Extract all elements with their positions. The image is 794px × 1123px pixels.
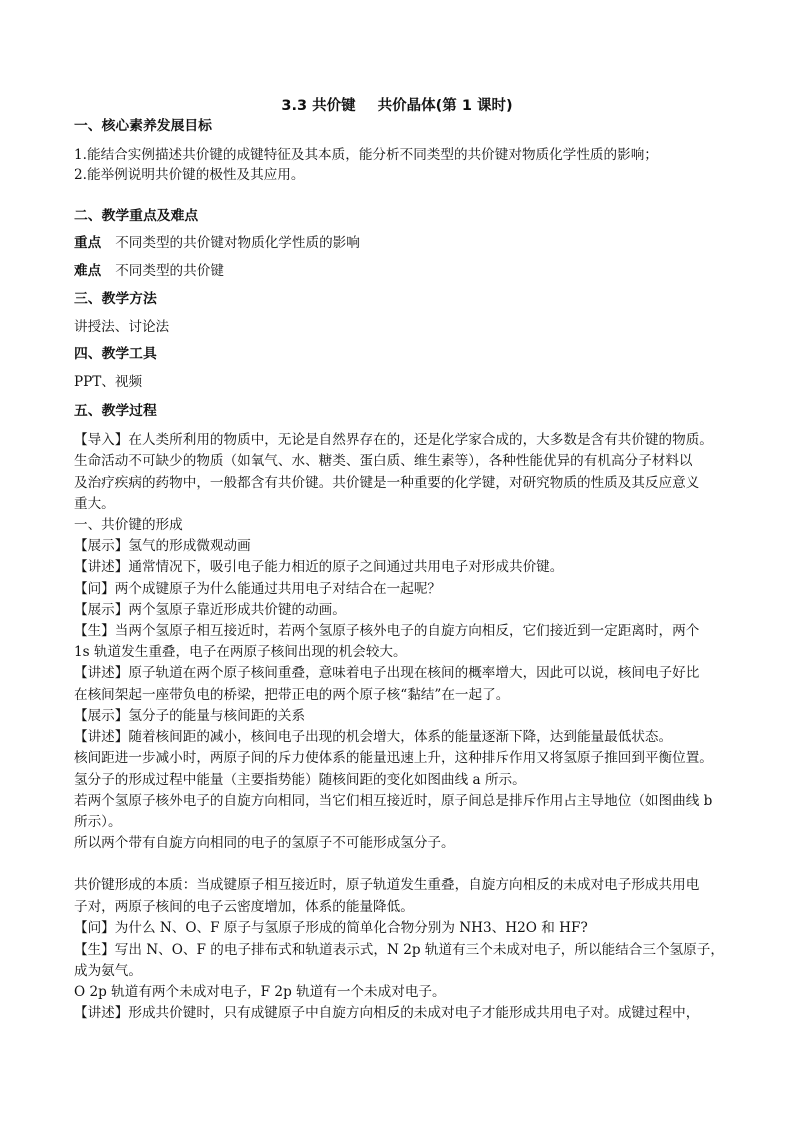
body-line: 【展示】两个氢原子靠近形成共价键的动画。 [74, 602, 346, 618]
objective-item-2: 2.能举例说明共价键的极性及其应用。 [74, 167, 305, 183]
body-line: 【问】两个成键原子为什么能通过共用电子对结合在一起呢？ [74, 581, 442, 597]
body-line: 成为氨气。 [74, 963, 142, 979]
section-heading-4: 四、教学工具 [74, 346, 157, 362]
title-part2: 共价晶体(第 1 课时) [377, 98, 513, 114]
body-line: 氢分子的形成过程中能量（主要指势能）随核间距的变化如图曲线 a 所示。 [74, 772, 526, 788]
body-line: 一、共价键的形成 [74, 517, 183, 533]
title-part1: 3.3 共价键 [281, 98, 356, 114]
key-text: 不同类型的共价键对物质化学性质的影响 [115, 235, 360, 251]
body-line: 及治疗疾病的药物中，一般都含有共价键。共价键是一种重要的化学键，对研究物质的性质及其反应意义 [74, 475, 700, 491]
section-heading-1: 一、核心素养发展目标 [74, 118, 212, 134]
key-label: 重点 [74, 235, 102, 251]
page-title [0, 94, 794, 115]
body-line: 所以两个带有自旋方向相同的电子的氢原子不可能形成氢分子。 [74, 835, 455, 851]
body-line: 共价键形成的本质：当成键原子相互接近时，原子轨道发生重叠，自旋方向相反的未成对电子形成共用电 [74, 877, 700, 893]
body-line: 在核间架起一座带负电的桥梁，把带正电的两个原子核“黏结”在一起了。 [74, 687, 510, 703]
body-line: 【讲述】通常情况下，吸引电子能力相近的原子之间通过共用电子对形成共价键。 [74, 559, 564, 575]
body-line: 【展示】氢分子的能量与核间距的关系 [74, 708, 306, 724]
body-line: 所示）。 [74, 814, 122, 830]
body-line: 【展示】氢气的形成微观动画 [74, 538, 251, 554]
method-text: 讲授法、讨论法 [74, 319, 170, 335]
body-line: 【讲述】随着核间距的减小，核间电子出现的机会增大，体系的能量逐渐下降，达到能量最低状态。 [74, 729, 673, 745]
difficult-label: 难点 [74, 263, 102, 279]
body-line: 生命活动不可缺少的物质（如氧气、水、糖类、蛋白质、维生素等），各种性能优异的有机高分子材料以 [74, 453, 693, 469]
difficult-text: 不同类型的共价键 [115, 263, 224, 279]
tools-text: PPT、视频 [74, 374, 143, 390]
difficult-point-line [74, 262, 224, 280]
body-line: 【生】当两个氢原子相互接近时，若两个氢原子核外电子的自旋方向相反，它们接近到一定距离时，两个 [74, 623, 700, 639]
key-point-line [74, 234, 360, 252]
body-line: 重大。 [74, 496, 115, 512]
body-line: 【讲述】原子轨道在两个原子核间重叠，意味着电子出现在核间的概率增大，因此可以说，核间电子好比 [74, 665, 700, 681]
body-line: 子对，两原子核间的电子云密度增加，体系的能量降低。 [74, 899, 414, 915]
body-line: 【讲述】形成共价键时，只有成键原子中自旋方向相反的未成对电子才能形成共用电子对。成键过程中， [74, 1005, 700, 1021]
body-line: 1s 轨道发生重叠，电子在两原子核间出现的机会较大。 [74, 644, 407, 660]
body-line: 若两个氢原子核外电子的自旋方向相同，当它们相互接近时，原子间总是排斥作用占主导地位（如图曲线 b [74, 793, 713, 809]
body-line: 核间距进一步减小时，两原子间的斥力使体系的能量迅速上升，这种排斥作用又将氢原子推回到平衡位置。 [74, 750, 713, 766]
body-line: 【导入】在人类所利用的物质中，无论是自然界存在的，还是化学家合成的，大多数是含有共价键的物质。 [74, 432, 713, 448]
section-heading-3: 三、教学方法 [74, 291, 157, 307]
body-line: 【生】写出 N、O、F 的电子排布式和轨道表示式，N 2p 轨道有三个未成对电子，所以能结合三个氢原子， [74, 942, 724, 958]
body-line: O 2p 轨道有两个未成对电子，F 2p 轨道有一个未成对电子。 [74, 984, 446, 1000]
section-heading-5: 五、教学过程 [74, 403, 157, 419]
body-line: 【问】为什么 N、O、F 原子与氢原子形成的简单化合物分别为 NH3、H2O 和 HF? [74, 920, 588, 936]
section-heading-2: 二、教学重点及难点 [74, 208, 199, 224]
objective-item-1: 1.能结合实例描述共价键的成键特征及其本质，能分析不同类型的共价键对物质化学性质的影响； [74, 147, 658, 163]
